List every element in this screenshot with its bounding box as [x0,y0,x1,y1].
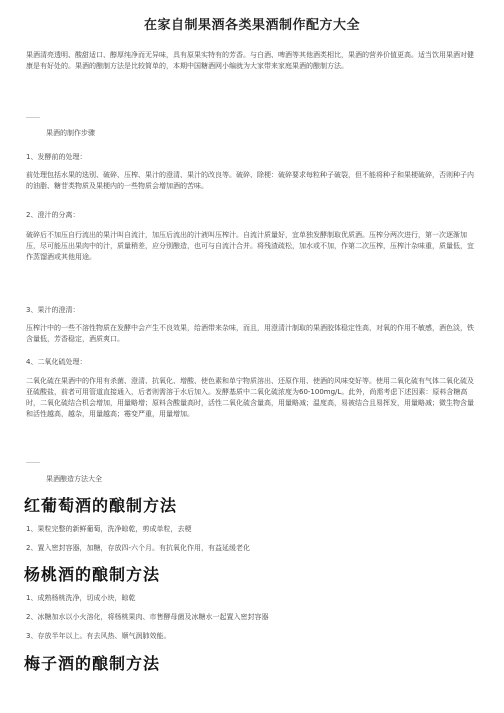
step-4-text: 二氧化硫在果酒中的作用有杀菌、澄清、抗氧化、增酸、使色素和单宁物质溶出、还原作用、使酒的风味变好等。使用二氧化硫有气体二氧化硫及亚硫酸盐，前者可用管道直接通入，后者则需溶于水后加入。发酵基质中二氧化硫浓度为60-100mg/L。此外，尚需考虑下述因素：原料含糖高时，二氧化硫结合机会增加，用量略增；原料含酸量高时，活性二氧化硫含量高，用量略减；温度高，易被结合且易挥发，用量略减；微生物含量和活性越高，越杂，用量越高；霉变严重，用量增加。 [26,377,474,418]
step-1-text: 前处理包括水果的选别、破碎、压榨、果汁的澄清、果汁的改良等。破碎、除梗：破碎要求每粒种子破裂，但不能将种子和果梗破碎，否则种子内的油脂、糖苷类物质及果梗内的一些物质会增加酒的苦味。 [26,171,474,190]
section-divider [26,117,40,118]
step-3-label: 3、果汁的澄清： [26,306,80,314]
wine-starfruit-heading: 杨桃酒的酿制方法 [24,565,161,584]
step-2-text: 破碎后不加压自行流出的果汁叫自流汁，加压后流出的汁液叫压榨汁。自流汁质量好，宜单独发酵制取优质酒。压榨分两次进行，第一次逐渐加压，尽可能压出果肉中的汁，质量稍差，应分别酿造，也可与自流汁合并。将残渣疏松，加水或不加，作第二次压榨，压榨汁杂味重，质量低，宜作蒸馏酒或其他用途。 [26,231,474,261]
step-2-label: 2、澄汁的分离： [26,211,80,219]
list-item: 1、成熟杨桃洗净，切成小块，晾乾 [26,594,136,602]
list-item: 2、置入密封容器，加糖，存放四-六个月。有抗氧化作用，有益延缓老化 [26,544,250,552]
list-item: 3、存放半年以上。有去风热、顺气润肺效能。 [26,632,171,640]
wine-red-grape-heading: 红葡萄酒的酿制方法 [24,496,178,515]
intro-paragraph: 果酒清亮透明、酸甜适口、醇厚纯净而无异味，具有原果实特有的芳香。与白酒、啤酒等其他酒类相比，果酒的营养价值更高。适当饮用果酒对健康是有好处的。果酒的酿制方法是比较简单的，本期中国糖酒网小编就为大家带来家庭果酒的酿制方法。 [26,51,474,70]
page-title: 在家自制果酒各类果酒制作配方大全 [143,18,360,33]
list-item: 2、冰糖加水以小火溶化，将杨桃果肉、市售酵母菌及冰糖水一起置入密封容器 [26,613,269,621]
step-1-label: 1、发酵前的处理： [26,153,87,161]
wine-plum-heading: 梅子酒的酿制方法 [24,654,161,673]
steps-heading: 果酒的制作步骤 [46,129,95,137]
step-4-label: 4、二氧化硫处理： [26,358,87,366]
list-item: 1、果粒完整的新鲜葡萄，洗净晾乾，剪成单粒，去梗 [26,525,192,533]
section-divider [26,462,40,463]
step-3-text: 压榨汁中的一些不溶性物质在发酵中会产生不良效果，给酒带来杂味，而且，用澄清汁制取的果酒胶体稳定性高，对氧的作用不敏感，酒色淡，铁含量低，芳香稳定，酒质爽口。 [26,324,474,343]
methods-heading: 果酒酿造方法大全 [46,475,102,483]
